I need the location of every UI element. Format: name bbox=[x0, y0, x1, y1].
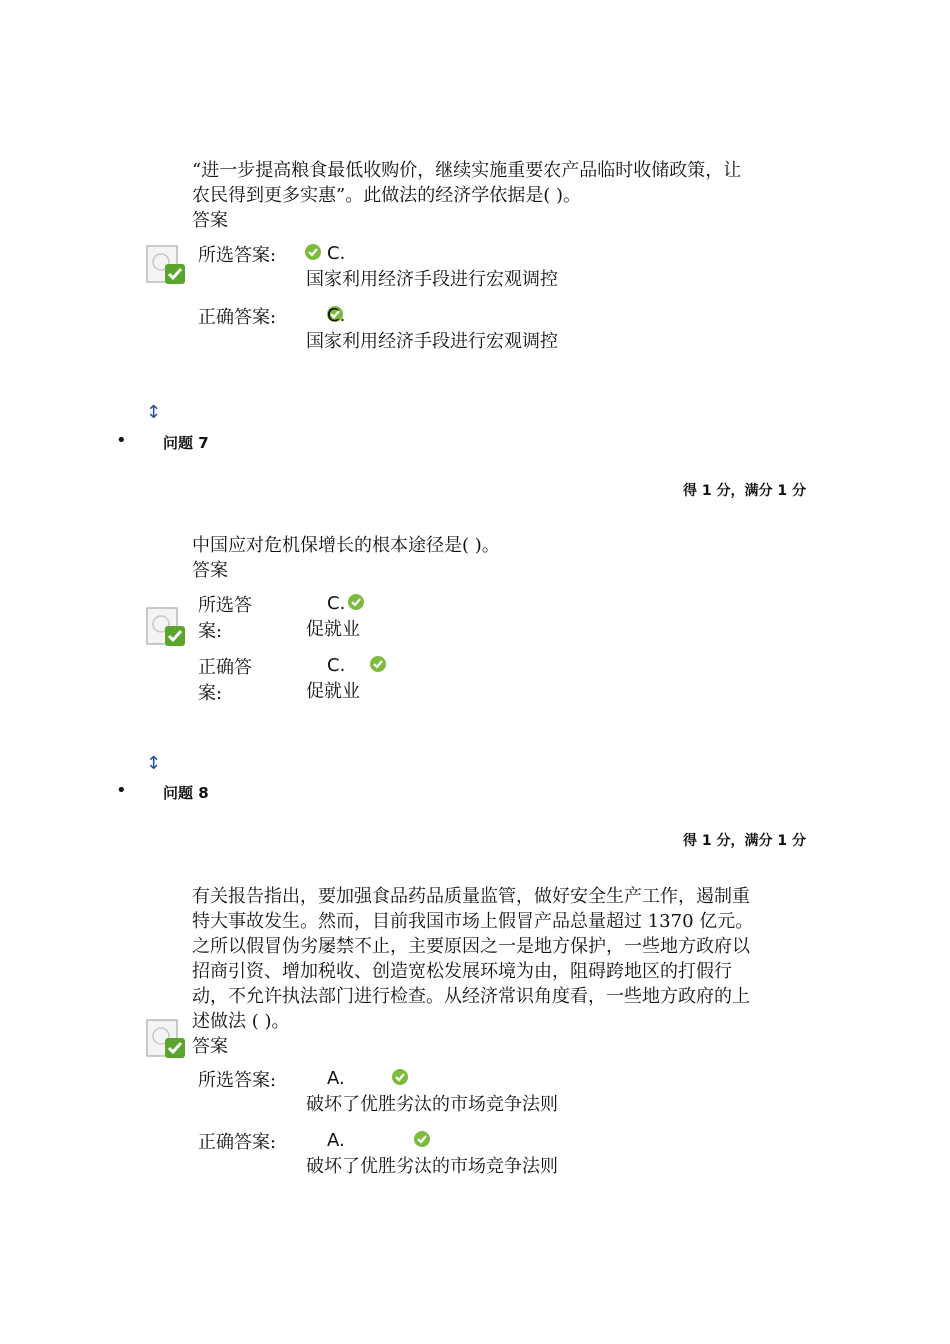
question-6-text-line2: 农民得到更多实惠”。此做法的经济学依据是( )。 bbox=[192, 185, 581, 206]
selected-answer-letter: C. bbox=[327, 243, 346, 264]
check-icon bbox=[348, 594, 364, 610]
selected-answer-label: 所选答案: bbox=[198, 245, 277, 266]
check-icon bbox=[370, 656, 386, 672]
correct-answer-label: 正确答案: bbox=[198, 307, 277, 328]
correct-answer-letter: C. bbox=[327, 305, 346, 326]
question-8-text-line: 述做法 ( )。 bbox=[192, 1011, 290, 1032]
check-icon bbox=[305, 244, 321, 260]
check-icon bbox=[392, 1069, 408, 1085]
question-8-title: 问题 8 bbox=[163, 784, 209, 802]
question-8-score: 得 1 分，满分 1 分 bbox=[683, 833, 806, 849]
question-8-text-line: 特大事故发生。然而，目前我国市场上假冒产品总量超过 1370 亿元。 bbox=[192, 911, 754, 932]
question-7-answer-label: 答案 bbox=[192, 560, 228, 581]
collapse-toggle-icon[interactable]: ↕ bbox=[146, 402, 162, 423]
graded-correct-icon bbox=[145, 606, 187, 648]
question-8-text-line: 招商引资、增加税收、创造宽松发展环境为由，阻碍跨地区的打假行 bbox=[192, 961, 732, 982]
graded-correct-icon bbox=[145, 1018, 187, 1060]
selected-answer-text: 破坏了优胜劣汰的市场竞争法则 bbox=[306, 1094, 558, 1115]
correct-answer-text: 国家利用经济手段进行宏观调控 bbox=[306, 331, 558, 352]
question-8-text-line: 之所以假冒伪劣屡禁不止，主要原因之一是地方保护，一些地方政府以 bbox=[192, 936, 750, 957]
question-6-text-line1: “进一步提高粮食最低收购价，继续实施重要农产品临时收储政策，让 bbox=[192, 160, 742, 181]
graded-correct-icon bbox=[145, 244, 187, 286]
correct-answer-text: 破坏了优胜劣汰的市场竞争法则 bbox=[306, 1156, 558, 1177]
question-8-answer-label: 答案 bbox=[192, 1036, 228, 1057]
question-7-text: 中国应对危机保增长的根本途径是( )。 bbox=[192, 535, 500, 556]
correct-answer-label-line2: 案: bbox=[198, 683, 223, 704]
question-7-title: 问题 7 bbox=[163, 434, 209, 452]
selected-answer-label: 所选答案: bbox=[198, 1070, 277, 1091]
correct-answer-label-line1: 正确答 bbox=[198, 657, 252, 678]
selected-answer-letter: A. bbox=[327, 1068, 345, 1089]
check-icon bbox=[414, 1131, 430, 1147]
correct-answer-text: 促就业 bbox=[306, 681, 360, 702]
correct-answer-letter: C. bbox=[327, 655, 346, 676]
selected-answer-label-line1: 所选答 bbox=[198, 595, 252, 616]
selected-answer-text: 国家利用经济手段进行宏观调控 bbox=[306, 269, 558, 290]
list-bullet: • bbox=[116, 780, 127, 801]
question-6-answer-label: 答案 bbox=[192, 210, 228, 231]
correct-answer-label: 正确答案: bbox=[198, 1132, 277, 1153]
selected-answer-letter: C. bbox=[327, 593, 346, 614]
selected-answer-text: 促就业 bbox=[306, 619, 360, 640]
question-8-text-line: 动，不允许执法部门进行检查。从经济常识角度看，一些地方政府的上 bbox=[192, 986, 750, 1007]
question-7-score: 得 1 分，满分 1 分 bbox=[683, 483, 806, 499]
question-8-text-line: 有关报告指出，要加强食品药品质量监管，做好安全生产工作，遏制重 bbox=[192, 886, 750, 907]
correct-answer-letter: A. bbox=[327, 1130, 345, 1151]
list-bullet: • bbox=[116, 430, 127, 451]
selected-answer-label-line2: 案: bbox=[198, 621, 223, 642]
collapse-toggle-icon[interactable]: ↕ bbox=[146, 753, 162, 774]
